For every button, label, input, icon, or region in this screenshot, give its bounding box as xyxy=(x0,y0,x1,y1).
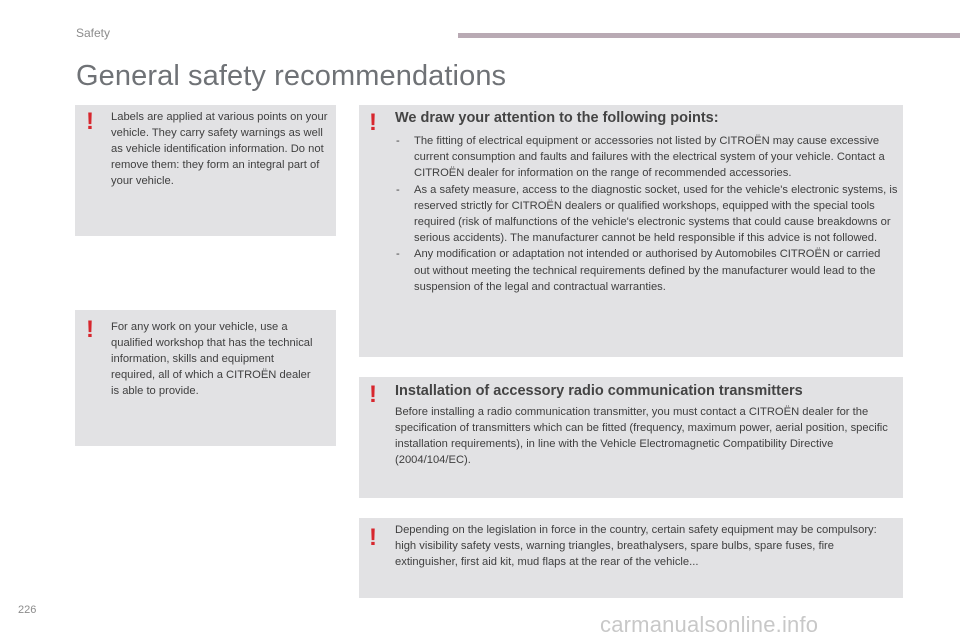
list-item: - As a safety measure, access to the diagnostic socket, used for the vehicle's electronic systems, is reserved strictly for CITROËN dealers or qualified workshops, equipped with the special tools required (risk of malfunctions of the vehicle's electronic systems that could cause breakdowns or serious accidents). The manufacturer cannot be held responsible if this advice is not followed. xyxy=(396,182,898,247)
attention-heading: We draw your attention to the following points: xyxy=(395,110,719,126)
section-label: Safety xyxy=(76,26,111,40)
workshop-info-text: For any work on your vehicle, use a qualified workshop that has the technical information, skills and equipment required, all of which a CITROËN dealer is able to provide. xyxy=(111,321,313,397)
legislation-text: Depending on the legislation in force in the country, certain safety equipment may be compulsory: high visibility safety vests, warning triangles, breathalysers, spare bulbs, spare fuses, fire extinguisher, first aid kit, mud flaps at the rear of the vehicle... xyxy=(395,524,877,568)
labels-info-box xyxy=(75,105,336,236)
header-rule xyxy=(458,33,960,38)
warning-icon: ! xyxy=(86,108,94,135)
attention-box xyxy=(359,105,903,357)
radio-transmitters-text: Before installing a radio communication transmitter, you must contact a CITROËN dealer for the specification of transmitters which can be fitted (frequency, maximum power, aerial position, specific installation requirements), in line with the Vehicle Electromagnetic Compatibility Directive (2004/104/EC). xyxy=(395,406,888,466)
radio-transmitters-box xyxy=(359,377,903,498)
warning-icon: ! xyxy=(369,524,377,551)
page-number: 226 xyxy=(18,604,37,616)
workshop-info-box xyxy=(75,310,336,446)
attention-list xyxy=(396,133,898,295)
watermark: carmanualsonline.info xyxy=(600,612,819,637)
radio-transmitters-heading: Installation of accessory radio communication transmitters xyxy=(395,383,803,399)
list-item: - Any modification or adaptation not intended or authorised by Automobiles CITROËN or carried out without meeting the technical requirements defined by the manufacturer would lead to the suspension of the legal and contractual warranties. xyxy=(396,246,898,295)
warning-icon: ! xyxy=(369,381,377,408)
warning-icon: ! xyxy=(369,109,377,136)
legislation-box xyxy=(359,518,903,598)
labels-info-text: Labels are applied at various points on your vehicle. They carry safety warnings as well as vehicle identification information. Do not remove them: they form an integral part of your vehicle. xyxy=(111,111,328,187)
list-item: - The fitting of electrical equipment or accessories not listed by CITROËN may cause excessive current consumption and faults and failures with the electrical system of your vehicle. Contact a CITROËN dealer for information on the range of recommended accessories. xyxy=(396,133,898,182)
warning-icon: ! xyxy=(86,316,94,343)
page-title: General safety recommendations xyxy=(76,60,507,92)
